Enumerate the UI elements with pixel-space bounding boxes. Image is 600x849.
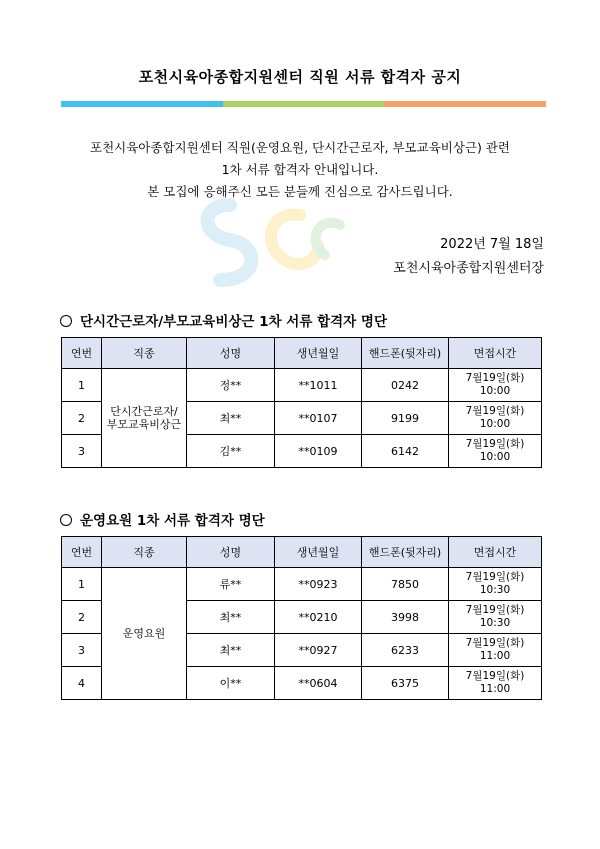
cell-no: 4 [62,667,102,700]
part-time-table [61,337,542,468]
table-row [62,568,542,601]
intro-line: 포천시육아종합지원센터 직원(운영요원, 단시간근로자, 부모교육비상근) 관련 [90,140,510,155]
cell-birth: **0604 [275,667,362,700]
cell-phone: 7850 [362,568,449,601]
cell-time: 7월19일(화) 10:30 [449,601,542,634]
cell-birth: **0109 [275,435,362,468]
cell-time: 7월19일(화) 11:00 [449,667,542,700]
cell-phone: 3998 [362,601,449,634]
header-time: 면접시간 [449,537,542,568]
cell-time: 7월19일(화) 10:00 [449,369,542,402]
table-header-row [62,338,542,369]
cell-phone: 6142 [362,435,449,468]
cell-name: 최** [187,402,275,435]
divider-segment-blue [61,101,223,107]
cell-time: 7월19일(화) 10:00 [449,402,542,435]
cell-phone: 6233 [362,634,449,667]
page-title: 포천시육아종합지원센터 직원 서류 합격자 공지 [138,68,462,86]
header-job: 직종 [102,338,187,369]
intro-text [0,137,600,203]
cell-phone: 6375 [362,667,449,700]
cell-name: 류** [187,568,275,601]
circle-bullet-icon [60,315,72,327]
header-phone: 핸드폰(뒷자리) [362,338,449,369]
cell-no: 3 [62,435,102,468]
cell-no: 2 [62,402,102,435]
header-no: 연번 [62,338,102,369]
table-header-row [62,537,542,568]
cell-birth: **0927 [275,634,362,667]
cell-phone: 0242 [362,369,449,402]
header-no: 연번 [62,537,102,568]
cell-name: 김** [187,435,275,468]
cell-no: 2 [62,601,102,634]
cell-birth: **1011 [275,369,362,402]
header-name: 성명 [187,537,275,568]
intro-line: 본 모집에 응해주신 모든 분들께 진심으로 감사드립니다. [147,184,453,199]
header-job: 직종 [102,537,187,568]
cell-phone: 9199 [362,402,449,435]
header-name: 성명 [187,338,275,369]
cell-job: 운영요원 [102,568,187,700]
cell-birth: **0210 [275,601,362,634]
cell-time: 7월19일(화) 10:30 [449,568,542,601]
circle-bullet-icon [60,514,72,526]
cell-name: 정** [187,369,275,402]
cell-time: 7월19일(화) 11:00 [449,634,542,667]
header-time: 면접시간 [449,338,542,369]
header-phone: 핸드폰(뒷자리) [362,537,449,568]
operations-table [61,536,542,700]
color-divider [61,101,546,107]
header-birth: 생년월일 [275,338,362,369]
job-line: 부모교육비상근 [106,418,182,431]
cell-no: 1 [62,568,102,601]
divider-segment-green [223,101,385,107]
cell-name: 이** [187,667,275,700]
cell-no: 3 [62,634,102,667]
signoff [393,233,544,281]
job-line: 단시간근로자/ [110,405,178,418]
cell-name: 최** [187,601,275,634]
divider-segment-orange [384,101,546,107]
signoff-date: 2022년 7월 18일 [440,237,544,252]
section-title-operations: 운영요원 1차 서류 합격자 명단 [60,509,265,529]
cell-name: 최** [187,634,275,667]
cell-no: 1 [62,369,102,402]
header-birth: 생년월일 [275,537,362,568]
cell-job [102,369,187,468]
section-title-part-time: 단시간근로자/부모교육비상근 1차 서류 합격자 명단 [60,310,387,330]
cell-time: 7월19일(화) 10:00 [449,435,542,468]
cell-birth: **0923 [275,568,362,601]
table-row [62,369,542,402]
cell-birth: **0107 [275,402,362,435]
signoff-org: 포천시육아종합지원센터장 [393,261,544,276]
intro-line: 1차 서류 합격자 안내입니다. [221,162,379,177]
